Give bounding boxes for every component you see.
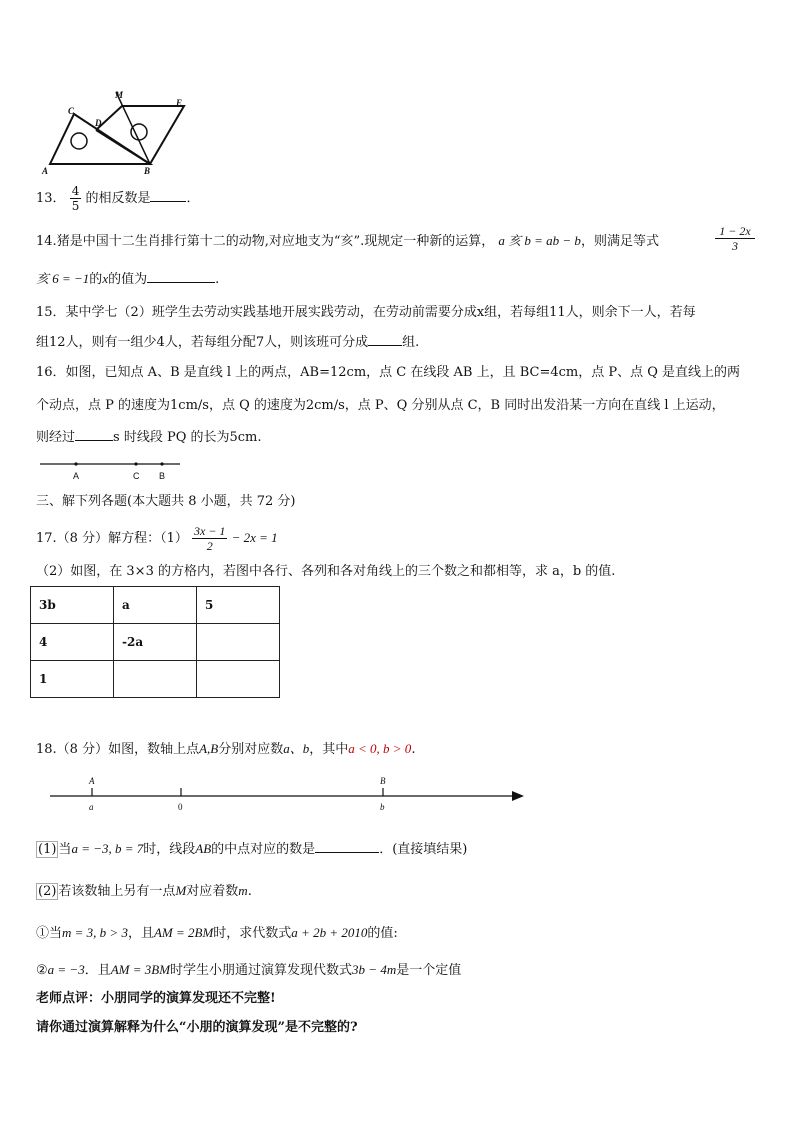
q13-text: 的相反数是 (85, 191, 151, 206)
q16-answer-blank[interactable] (75, 428, 113, 441)
q18-c2-d: 是一个定值 (396, 963, 462, 978)
axis-bottom-label-a: a (89, 802, 94, 812)
q18-c1-expr: m = 3, b > 3 (62, 925, 128, 940)
question-17-part1 (36, 524, 278, 553)
q14-end: . (215, 272, 220, 287)
question-18-part2 (36, 882, 252, 900)
point-label-c: C (68, 106, 75, 116)
q18-c1-expr2: AM = 2BM (153, 925, 214, 940)
q14-fraction (715, 224, 755, 253)
question-18-ask: 请你通过演算解释为什么“小朋的演算发现”是不完整的? (36, 1020, 358, 1035)
q18-intro-c: ，其中 (309, 742, 349, 757)
q17-fraction (192, 524, 227, 553)
q17-frac-num: 3x − 1 (194, 524, 226, 538)
q18-p2-var: m (238, 883, 248, 898)
grid-cell: 5 (197, 587, 280, 624)
question-18-part1 (36, 840, 467, 858)
q13-frac-num: 4 (71, 184, 80, 198)
q18-p2-b: 对应着数 (186, 884, 239, 899)
q18-p1-expr: a = −3, b = 7 (71, 841, 144, 856)
grid-cell (197, 624, 280, 661)
axis-bottom-label-0: 0 (178, 802, 183, 812)
point-label-e: E (176, 98, 183, 108)
q14-line1: 猪是中国十二生肖排行第十二的动物,对应地支为“亥”.现规定一种新的运算， (56, 234, 495, 249)
line-label-a: A (73, 471, 80, 481)
q18-c2-b: ．且 (84, 963, 111, 978)
q18-p1-b: 时，线段 (143, 842, 196, 857)
q15-line2-b: 组. (402, 335, 420, 350)
question-16-line3 (36, 428, 262, 446)
q18-c1-d: 的值: (367, 926, 398, 941)
q14-number: 14. (36, 234, 57, 249)
q17-tail: − 2x = 1 (231, 530, 278, 545)
question-18-case2 (36, 961, 461, 979)
grid-cell: 4 (31, 624, 114, 661)
question-13 (36, 184, 200, 213)
q14-line2-tail: 的值为 (108, 272, 148, 287)
axis-top-label-a: A (89, 776, 95, 786)
q18-c1-expr3: a + 2b + 2010 (291, 925, 368, 940)
grid-cell: 3b (31, 587, 114, 624)
q18-c2-a: ② (36, 963, 48, 978)
question-16-line2: 个动点，点 P 的速度为1cm/s，点 Q 的速度为2cm/s，点 P、Q 分别从点 C，B 同时出发沿某一方向在直线 l 上运动， (36, 398, 725, 413)
grid-row (31, 587, 280, 624)
q18-p1-a: 当 (58, 842, 72, 857)
magic-square-grid (30, 586, 280, 698)
q18-intro-b: 分别对应数 (218, 742, 284, 757)
q16-line3-a: 则经过 (36, 430, 76, 445)
grid-cell: -2a (114, 624, 197, 661)
q18-p1-num: (1) (38, 842, 57, 857)
q18-p1-d: ．(直接填结果) (379, 842, 468, 857)
q18-intro-a: 18.（8 分）如图，数轴上点 (36, 742, 200, 757)
q18-c1-a: ①当 (36, 926, 63, 941)
axis-bottom-label-b: b (380, 802, 385, 812)
q14-frac-den: 3 (732, 239, 738, 253)
axis-top-label-b: B (380, 776, 386, 786)
q18-p1-answer-blank[interactable] (315, 840, 379, 853)
q18-intro-pts: A,B (199, 741, 219, 756)
q18-p2-pt: M (175, 883, 187, 898)
grid-cell: a (114, 587, 197, 624)
q13-end: ． (186, 191, 200, 206)
q17-frac-den: 2 (206, 539, 213, 553)
q18-p2-a: 若该数轴上另有一点 (58, 884, 176, 899)
triangle-figure (36, 86, 196, 178)
line-l-figure (36, 456, 186, 484)
line-label-c: C (133, 471, 140, 481)
line-label-b: B (159, 471, 166, 481)
q15-line2-a: 组12人，则有一组少4人，若每组分配7人，则该班可分成 (36, 335, 369, 350)
q14-frac-num: 1 − 2x (715, 224, 755, 239)
point-label-b: B (144, 166, 151, 176)
q18-c1-c: 时，求代数式 (213, 926, 292, 941)
point-label-d: D (95, 118, 102, 128)
section-3-title: 三、解下列各题(本大题共 8 小题，共 72 分) (36, 494, 296, 509)
grid-cell: 1 (31, 661, 114, 698)
q14-line2-expr: 亥 6 = −1 (36, 271, 90, 286)
q18-c2-expr2: AM = 3BM (110, 962, 171, 977)
q13-frac-den: 5 (71, 199, 80, 213)
q18-c2-expr: a = −3 (47, 962, 85, 977)
q18-c2-expr3: 3b − 4m (352, 962, 397, 977)
teacher-comment: 老师点评：小朋同学的演算发现还不完整! (36, 991, 276, 1006)
q16-line3-b: s 时线段 PQ 的长为5cm. (113, 430, 262, 445)
q18-intro-end: . (411, 742, 416, 757)
q18-intro-vars: a、b (283, 741, 310, 756)
number-line-figure (48, 772, 528, 816)
q14-op-expr: a 亥 b = ab − b (498, 233, 581, 248)
grid-cell (197, 661, 280, 698)
q15-answer-blank[interactable] (368, 333, 402, 346)
q13-answer-blank[interactable] (150, 189, 186, 202)
point-label-m: M (115, 90, 124, 100)
q13-fraction (70, 184, 82, 213)
q18-p2-num: (2) (38, 884, 57, 899)
q18-c1-b: ，且 (127, 926, 154, 941)
q18-p2-end: . (247, 884, 252, 899)
q18-c2-c: 时学生小朋通过演算发现代数式 (170, 963, 353, 978)
question-15-line2 (36, 333, 419, 351)
q18-intro-cond: a < 0, b > 0 (348, 741, 412, 756)
question-18-intro (36, 740, 415, 758)
q13-number: 13． (36, 191, 66, 206)
question-17-part2: （2）如图，在 3×3 的方格内，若图中各行、各列和各对角线上的三个数之和都相等，求 a，b 的值. (36, 564, 616, 579)
question-14-line1 (36, 232, 659, 250)
question-14-line2 (36, 270, 219, 288)
q17-number: 17.（8 分）解方程：（1） (36, 531, 188, 546)
question-18-case1 (36, 924, 398, 942)
q18-p1-c: 的中点对应的数是 (211, 842, 316, 857)
grid-row (31, 661, 280, 698)
grid-row (31, 624, 280, 661)
grid-cell (114, 661, 197, 698)
q14-line2-text: 的 (89, 272, 103, 287)
q14-answer-blank[interactable] (147, 270, 215, 283)
point-label-a: A (42, 166, 49, 176)
q14-var: x (102, 271, 109, 286)
question-16-line1: 16．如图，已知点 A、B 是直线 l 上的两点，AB=12cm，点 C 在线段 AB 上，且 BC=4cm，点 P、点 Q 是直线上的两 (36, 365, 741, 380)
q18-p1-seg: AB (195, 841, 212, 856)
question-15-line1: 15．某中学七（2）班学生去劳动实践基地开展实践劳动，在劳动前需要分成x组，若每组11人，则余下一人，若每 (36, 305, 696, 320)
q14-line1-tail: ，则满足等式 (580, 234, 659, 249)
